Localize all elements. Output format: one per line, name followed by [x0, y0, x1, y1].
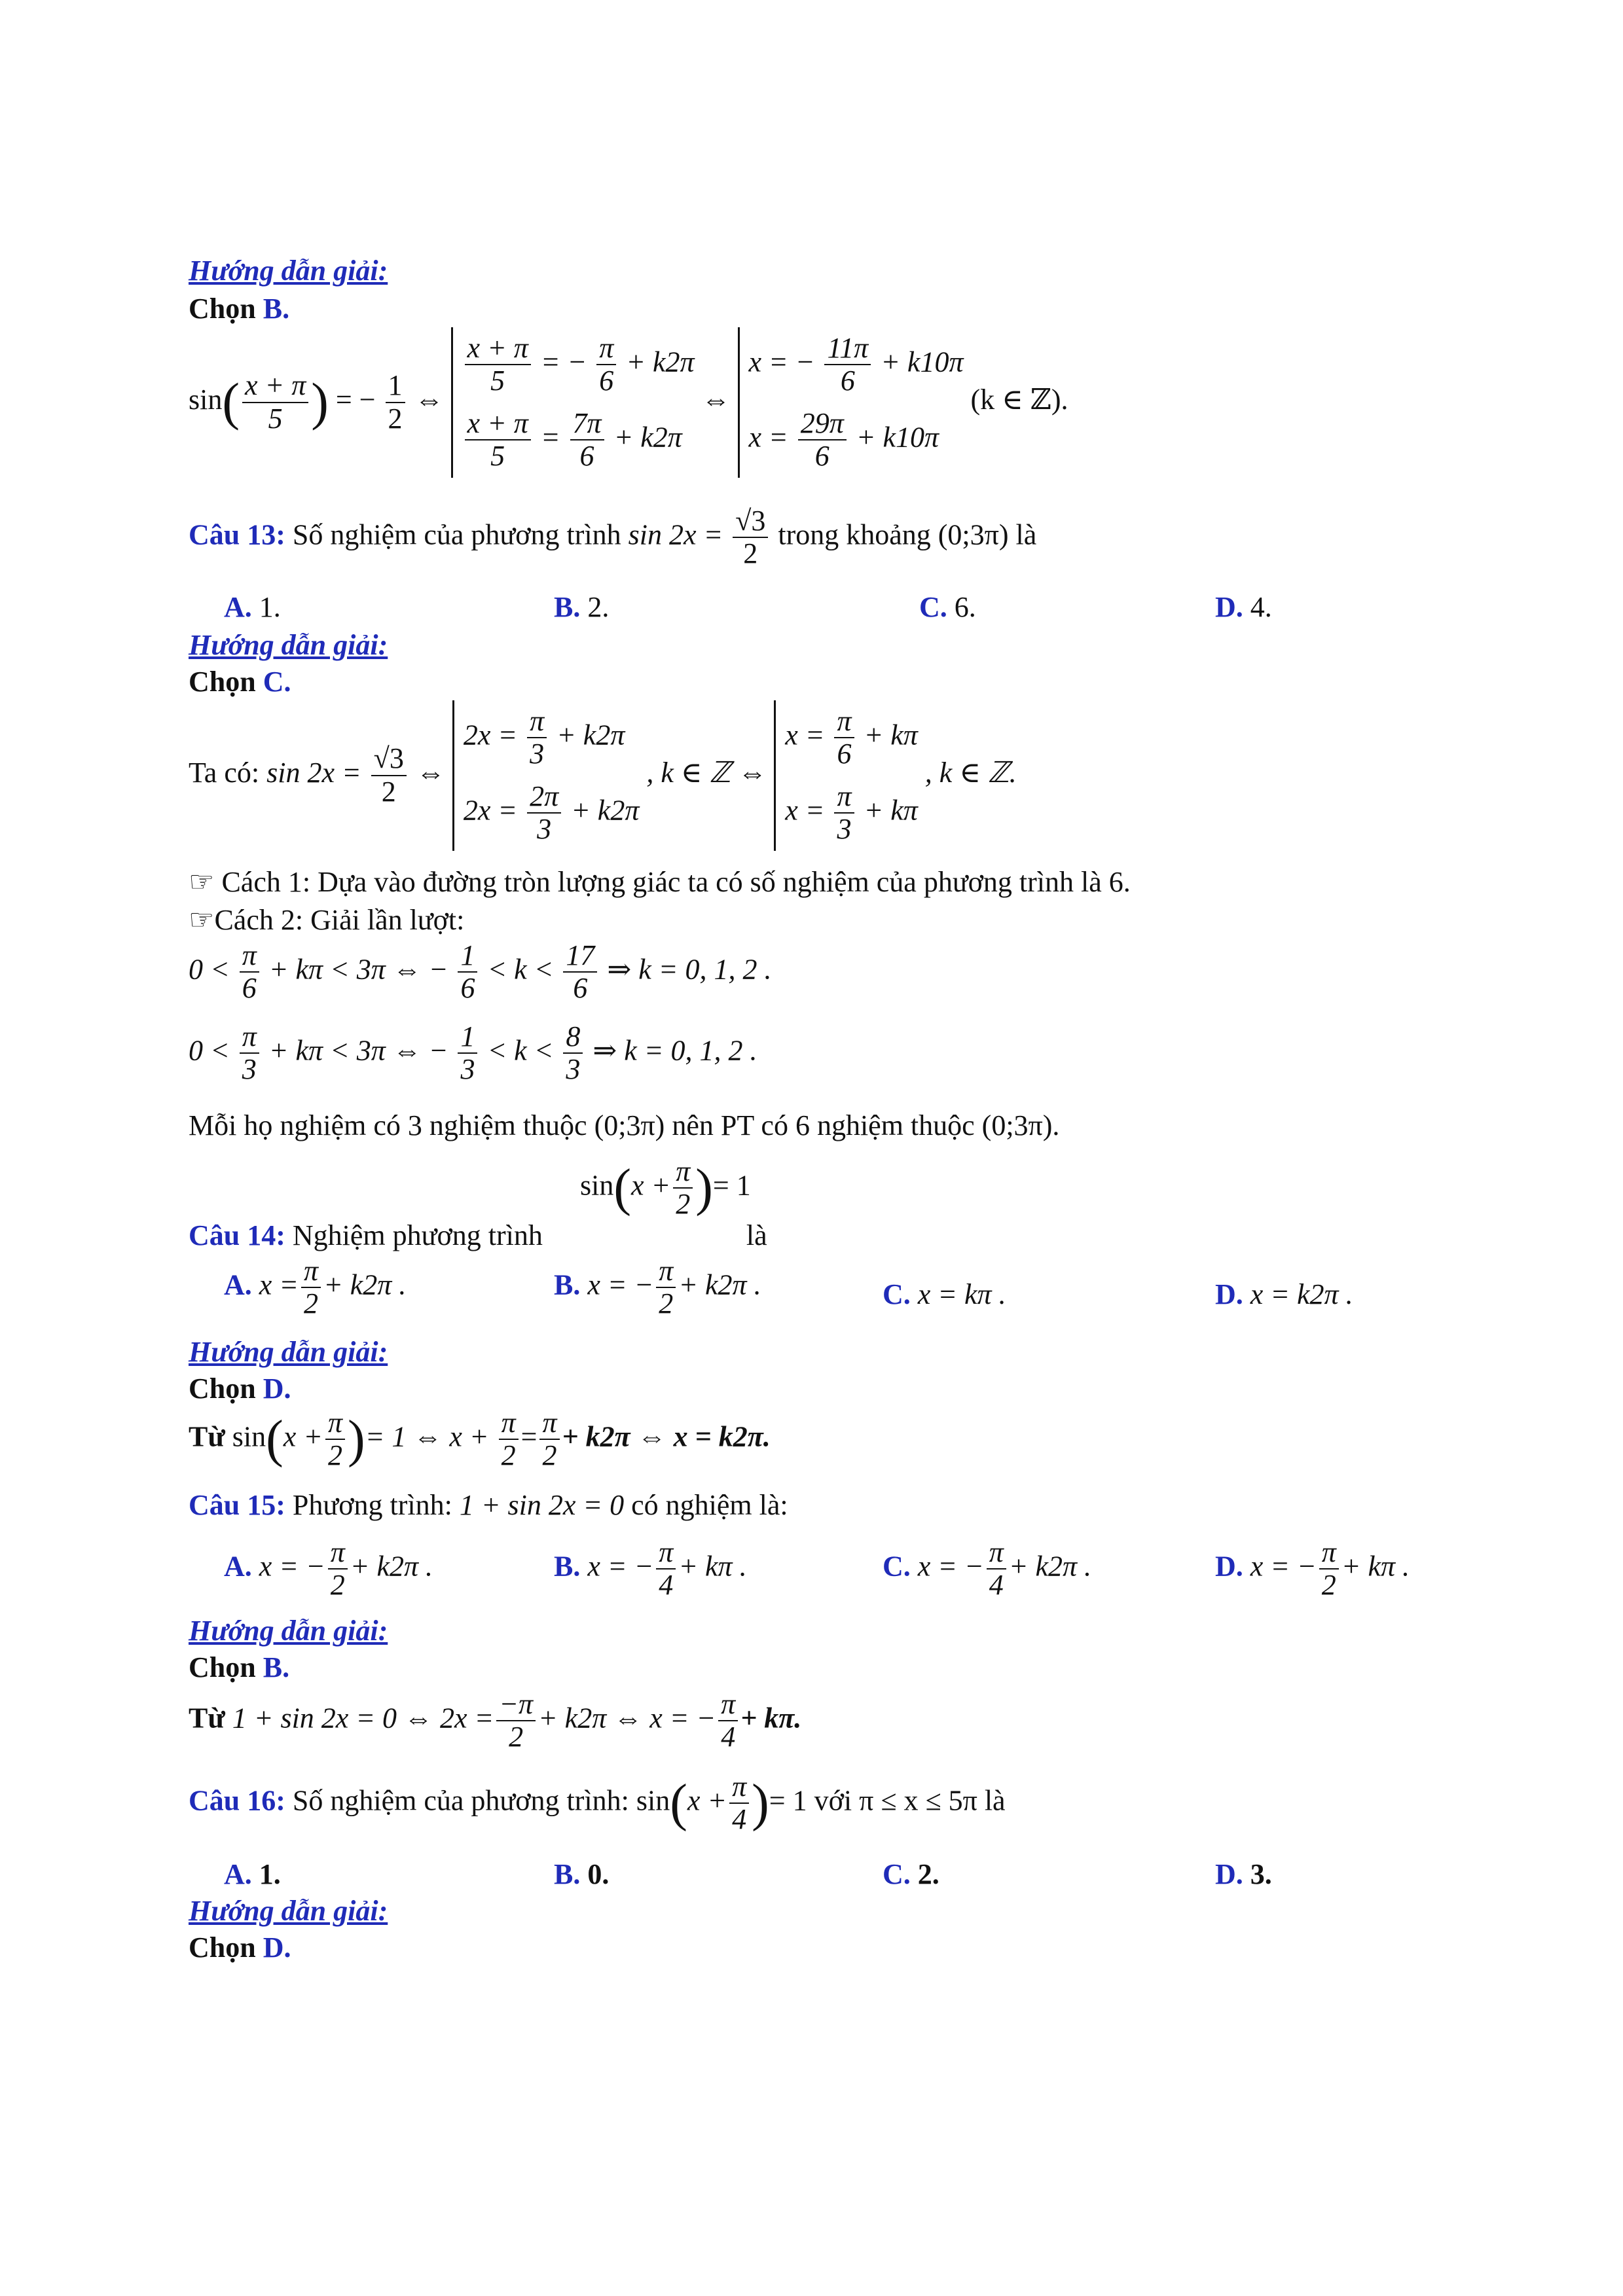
- solution-heading: Hướng dẫn giải:: [189, 255, 388, 287]
- answer-line: Chọn D.: [189, 1372, 291, 1405]
- question-tail: với π ≤ x ≤ 5π là: [814, 1784, 1006, 1817]
- question-tail: là: [746, 1219, 767, 1251]
- iff-symbol: ⇔: [701, 383, 731, 416]
- option-c[interactable]: C. 6.: [919, 591, 976, 623]
- question-15: [189, 1488, 788, 1522]
- option-b[interactable]: B. 2.: [554, 591, 610, 623]
- answer-letter: B.: [263, 1651, 290, 1683]
- solution-heading: Hướng dẫn giải:: [189, 1895, 388, 1927]
- fraction: $\frac{√3}{2}$: [733, 505, 768, 570]
- answer-line: Chọn D.: [189, 1931, 291, 1964]
- question-label: Câu 15:: [189, 1489, 285, 1521]
- solution-heading: Hướng dẫn giải:: [189, 1615, 388, 1647]
- equation-system: $\frac{x + \pi}{5}$ = − $\frac{\pi}{6}$ + k2π $\frac{x + \pi}{5}$ = $\frac{7\pi}{6}$ + k2π: [451, 327, 695, 478]
- question-text: Phương trình:: [292, 1489, 452, 1521]
- question-label: Câu 16:: [189, 1784, 285, 1817]
- fraction: $\frac{√3}{2}$: [371, 743, 407, 808]
- solution-line: Từ sin(x + $\frac{\pi}{2}$ )= 1 ⇔ x + $\frac{\pi}{2}$ = $\frac{\pi}{2}$ + k2π ⇔ x = k2π.: [189, 1407, 771, 1472]
- option-d[interactable]: D. 4.: [1215, 591, 1272, 623]
- question-text: Số nghiệm của phương trình:: [292, 1784, 629, 1817]
- question-text: Nghiệm phương trình: [292, 1219, 543, 1251]
- inequality-2: 0 < $\frac{\pi}{3}$ + kπ < 3π ⇔ − $\frac{1}{3}$ < k < $\frac{8}{3}$ ⇒ k = 0, 1, 2 .: [189, 1020, 757, 1086]
- answer-line: [189, 292, 289, 325]
- answer-line: Chọn B.: [189, 1651, 290, 1683]
- question-tail: có nghiệm là:: [631, 1489, 788, 1521]
- equation-system: 2x = $\frac{\pi}{3}$ + k2π 2x = $\frac{2\pi}{3}$ + k2π: [452, 700, 640, 851]
- eq-sign: = −: [335, 383, 376, 416]
- equation-block: sin( $\frac{x + \pi}{5}$ ) = − $\frac{1}{2}$ ⇔ $\frac{x + \pi}{5}$ = − $\frac{\pi}{6}$ + k2π $\frac{x + \pi}{5}$ = $\frac{7\pi}{6}$ + k2π ⇔ x = − $\frac{11\pi}{6}$ + k10π x = $\frac{29\pi}{6}$ + k10π (k ∈ ℤ).: [189, 327, 1068, 478]
- question-label: Câu 14:: [189, 1219, 285, 1251]
- option-c[interactable]: C. x = − $\frac{\pi}{4}$ + k2π .: [883, 1536, 1092, 1602]
- choose-label: Chọn: [189, 293, 256, 325]
- intro: Ta có:: [189, 756, 260, 789]
- eq: sin 2x =: [628, 518, 723, 551]
- option-b[interactable]: B. x = − $\frac{\pi}{2}$ + k2π .: [554, 1255, 761, 1320]
- way-2: ☞Cách 2: Giải lần lượt:: [189, 904, 465, 936]
- solution-heading: Hướng dẫn giải:: [189, 629, 388, 661]
- option-b[interactable]: B. x = − $\frac{\pi}{4}$ + kπ .: [554, 1536, 747, 1602]
- answer-letter: B.: [263, 293, 290, 325]
- equation-system: x = $\frac{\pi}{6}$ + kπ x = $\frac{\pi}{3}$ + kπ: [774, 700, 918, 851]
- question-text: Số nghiệm của phương trình: [292, 518, 621, 551]
- option-d[interactable]: D. x = k2π .: [1215, 1278, 1353, 1310]
- fraction: $\frac{x + \pi}{5}$: [242, 370, 308, 435]
- eq-sin: sin: [189, 383, 223, 416]
- option-a[interactable]: A. 1.: [224, 1858, 281, 1890]
- option-d[interactable]: D. x = − $\frac{\pi}{2}$ + kπ .: [1215, 1536, 1410, 1602]
- fraction: $\frac{1}{2}$: [386, 370, 405, 435]
- inequality-1: 0 < $\frac{\pi}{6}$ + kπ < 3π ⇔ − $\frac{1}{6}$ < k < $\frac{17}{6}$ ⇒ k = 0, 1, 2 .: [189, 939, 772, 1005]
- equation-block: Ta có: sin 2x = $\frac{√3}{2}$ ⇔ 2x = $\frac{\pi}{3}$ + k2π 2x = $\frac{2\pi}{3}$ + k2π , k ∈ ℤ ⇔ x = $\frac{\pi}{6}$ + kπ x = $\frac{\pi}{3}$ + kπ , k ∈ ℤ.: [189, 700, 1017, 851]
- q14-equation: sin(x + $\frac{\pi}{2}$ )= 1: [580, 1155, 751, 1221]
- option-d[interactable]: D. 3.: [1215, 1858, 1272, 1890]
- equation-system: x = − $\frac{11\pi}{6}$ + k10π x = $\frac{29\pi}{6}$ + k10π: [738, 327, 964, 478]
- condition: (k ∈ ℤ).: [970, 383, 1068, 416]
- option-c[interactable]: C. 2.: [883, 1858, 939, 1890]
- question-16: Câu 16: Số nghiệm của phương trình: sin(x + $\frac{\pi}{4}$ )= 1 với π ≤ x ≤ 5π là: [189, 1770, 1006, 1836]
- question-label: Câu 13:: [189, 518, 285, 551]
- conclusion: Mỗi họ nghiệm có 3 nghiệm thuộc (0;3π) nên PT có 6 nghiệm thuộc (0;3π).: [189, 1109, 1060, 1141]
- iff-symbol: ⇔: [414, 383, 444, 416]
- option-b[interactable]: B. 0.: [554, 1858, 610, 1890]
- solution-line: Từ 1 + sin 2x = 0 ⇔ 2x = $\frac{-\pi}{2}$ + k2π ⇔ x = − $\frac{\pi}{4}$ + kπ.: [189, 1688, 802, 1753]
- answer-line: Chọn C.: [189, 666, 291, 698]
- question-13: [189, 505, 1036, 570]
- question-tail: trong khoảng (0;3π) là: [778, 518, 1037, 551]
- option-c[interactable]: C. x = kπ .: [883, 1278, 1006, 1310]
- option-a[interactable]: A. x = − $\frac{\pi}{2}$ + k2π .: [224, 1536, 433, 1602]
- option-a[interactable]: A. 1.: [224, 591, 281, 623]
- way-1: ☞ Cách 1: Dựa vào đường tròn lượng giác ta có số nghiệm của phương trình là 6.: [189, 866, 1131, 898]
- answer-letter: D.: [263, 1931, 291, 1964]
- eq: 1 + sin 2x = 0: [459, 1489, 625, 1521]
- answer-letter: C.: [263, 666, 291, 698]
- answer-letter: D.: [263, 1372, 291, 1405]
- solution-heading: Hướng dẫn giải:: [189, 1336, 388, 1368]
- question-14: [189, 1219, 767, 1252]
- option-a[interactable]: A. x = $\frac{\pi}{2}$ + k2π .: [224, 1255, 407, 1320]
